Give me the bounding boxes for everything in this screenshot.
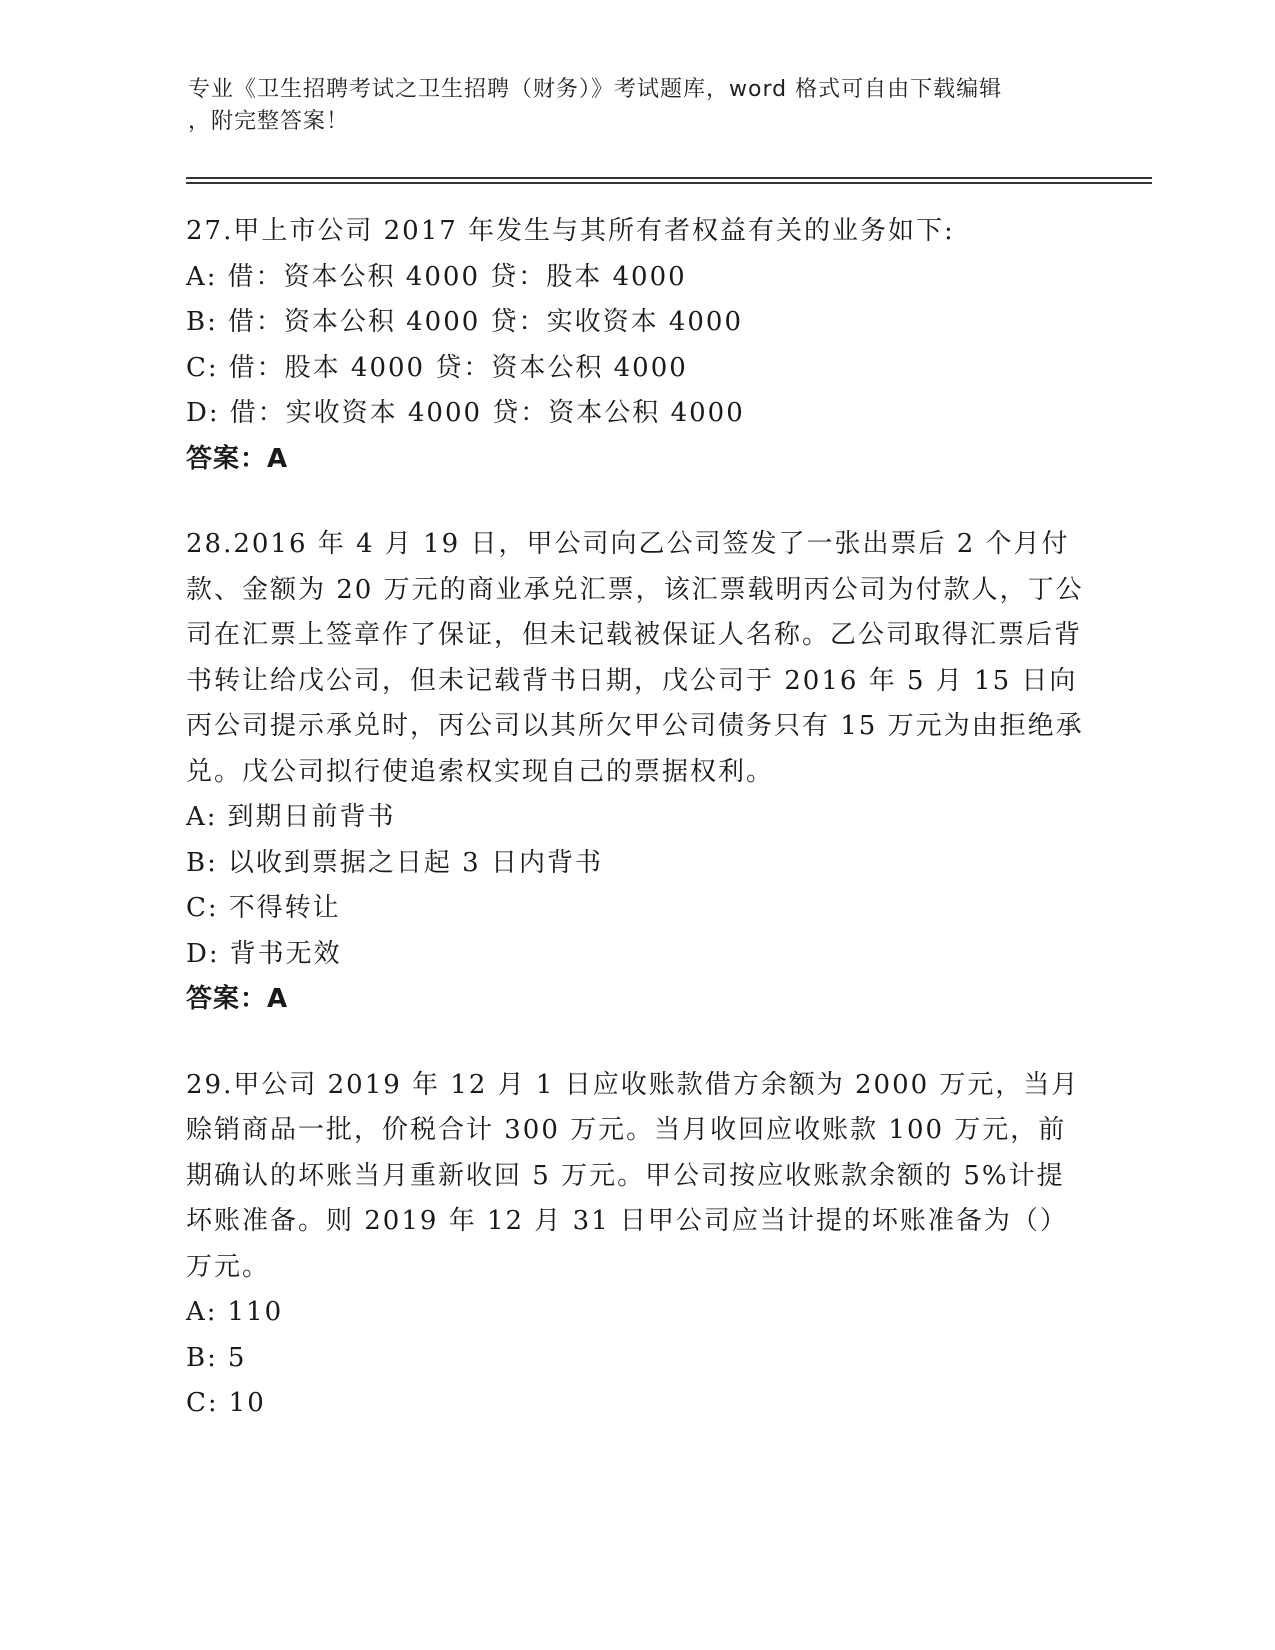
option-text: 不得转让 bbox=[228, 893, 341, 923]
option-text: 到期日前背书 bbox=[227, 802, 396, 832]
option-label: D: bbox=[186, 398, 220, 428]
header-divider-top bbox=[186, 177, 1152, 179]
option-text: 借：股本 4000 贷：资本公积 4000 bbox=[228, 352, 688, 383]
question-text: 28.2016 年 4 月 19 日，甲公司向乙公司签发了一张出票后 2 个月付款、金额为 20 万元的商业承兑汇票，该汇票载明丙公司为付款人，丁公司在汇票上签章作了保证，但未记载被保证人名称。乙公司取得汇票后背书转让给戊公司，但未记载背书日期，戊公司于 2016 年 5 月 15 日向丙公司提示承兑时，丙公司以其所欠甲公司债务只有 15 万元为由拒绝承兑。戊公司拟行使追索权实现自己的票据权利。 bbox=[186, 529, 1084, 787]
question-list bbox=[186, 209, 1086, 1467]
option-a bbox=[186, 1290, 1086, 1336]
question-29 bbox=[186, 1063, 1086, 1427]
document-header bbox=[188, 74, 1068, 138]
question-text: 27.甲上市公司 2017 年发生与其所有者权益有关的业务如下: bbox=[186, 216, 955, 246]
option-text: 借：资本公积 4000 贷：实收资本 4000 bbox=[227, 307, 744, 337]
option-label: B: bbox=[186, 847, 218, 878]
question-28 bbox=[186, 522, 1086, 1023]
header-divider-bottom bbox=[186, 182, 1152, 184]
option-a bbox=[186, 255, 1086, 301]
header-title-line2: ，附完整答案！ bbox=[188, 109, 350, 134]
option-text: 背书无效 bbox=[229, 938, 342, 969]
option-text: 借：资本公积 4000 贷：股本 4000 bbox=[227, 261, 687, 292]
option-text: 5 bbox=[227, 1342, 247, 1373]
option-label: B: bbox=[186, 307, 218, 337]
option-text: 10 bbox=[228, 1388, 266, 1418]
option-c bbox=[186, 346, 1086, 392]
option-d bbox=[186, 932, 1086, 978]
answer: 答案：A bbox=[186, 443, 289, 474]
option-label: A: bbox=[186, 802, 218, 832]
option-label: C: bbox=[186, 1388, 219, 1418]
option-label: B: bbox=[186, 1342, 218, 1373]
option-text: 以收到票据之日起 3 日内背书 bbox=[227, 847, 603, 878]
option-a bbox=[186, 795, 1086, 841]
answer: 答案：A bbox=[186, 984, 289, 1014]
option-text: 借：实收资本 4000 贷：资本公积 4000 bbox=[229, 398, 745, 428]
option-label: A: bbox=[186, 1297, 218, 1327]
option-c bbox=[186, 1381, 1086, 1427]
option-label: A: bbox=[186, 261, 218, 292]
option-b bbox=[186, 841, 1086, 887]
option-label: C: bbox=[186, 893, 219, 923]
option-d bbox=[186, 391, 1086, 437]
option-b bbox=[186, 1336, 1086, 1382]
header-title-line1: 专业《卫生招聘考试之卫生招聘（财务）》考试题库，word 格式可自由下载编辑 bbox=[188, 77, 1003, 102]
option-b bbox=[186, 300, 1086, 346]
option-label: D: bbox=[186, 938, 220, 969]
question-text: 29.甲公司 2019 年 12 月 1 日应收账款借方余额为 2000 万元，当月赊销商品一批，价税合计 300 万元。当月收回应收账款 100 万元，前期确认的坏账当月重新收回 5 万元。甲公司按应收账款余额的 5%计提坏账准备。则 2019 年 12 月 31 日甲公司应当计提的坏账准备为（）万元。 bbox=[186, 1069, 1080, 1282]
question-27 bbox=[186, 209, 1086, 482]
option-text: 110 bbox=[227, 1297, 284, 1327]
option-c bbox=[186, 886, 1086, 932]
option-label: C: bbox=[186, 352, 219, 383]
